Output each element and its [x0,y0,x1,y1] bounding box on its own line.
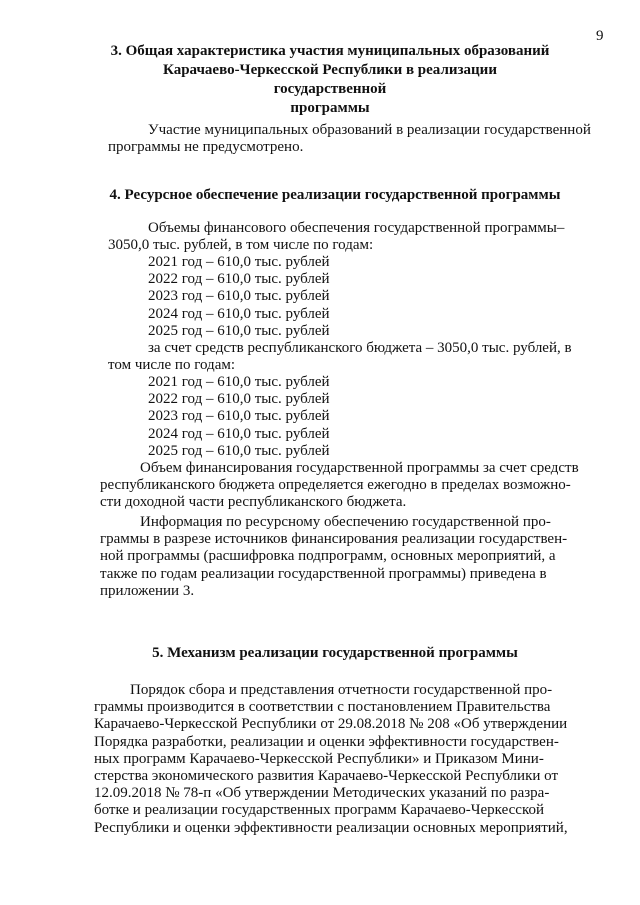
section-3-title [110,42,550,118]
resource-info-paragraph [100,514,604,600]
section-4-title [100,186,570,205]
paragraph-line: 3050,0 тыс. рублей, в том числе по годам: [108,237,374,254]
year-line: 2022 год – 610,0 тыс. рублей [148,391,330,408]
section-3-title-line: 3. Общая характеристика участия муниципальных образований [110,43,550,59]
year-line: 2021 год – 610,0 тыс. рублей [148,254,330,270]
paragraph-line: республиканского бюджета определяется ежегодно в пределах возможно- [100,477,571,494]
section-5-title [120,644,550,663]
year-line: 2023 год – 610,0 тыс. рублей [148,408,330,425]
financing-volume-paragraph [100,460,604,512]
year-line: 2021 год – 610,0 тыс. рублей [148,374,330,390]
funding-intro [108,220,604,254]
year-line: 2025 год – 610,0 тыс. рублей [148,442,330,459]
paragraph-line: программы не предусмотрено. [108,139,304,156]
paragraph-line: приложении 3. [100,582,195,599]
paragraph-line: ной программы (расшифровка подпрограмм, основных мероприятий, а [100,548,556,565]
funding-years-republic [148,374,448,460]
paragraph-line: Участие муниципальных образований в реализации государственной [148,122,591,138]
paragraph-line: граммы в разрезе источников финансирования реализации государствен- [100,531,568,548]
paragraph-line: Порядка разработки, реализации и оценки эффективности государствен- [94,733,559,750]
section-5-title-line: 5. Механизм реализации государственной программы [152,645,518,661]
section-4-title-line: 4. Ресурсное обеспечение реализации государственной программы [109,187,561,203]
funding-years-total [148,254,448,340]
paragraph-line: ных программ Карачаево-Черкесской Республики» и Приказом Мини- [94,750,544,767]
paragraph-line: Объем финансирования государственной программы за счет средств [140,460,579,476]
page-number: 9 [596,28,604,44]
paragraph-line: ботке и реализации государственных программ Карачаево-Черкесской [94,802,544,819]
year-line: 2025 год – 610,0 тыс. рублей [148,322,330,339]
paragraph-line: граммы производится в соответствии с постановлением Правительства [94,699,551,716]
paragraph-line: Объемы финансового обеспечения государственной программы– [148,220,565,236]
republic-budget-paragraph [108,340,604,374]
paragraph-line: Информация по ресурсному обеспечению государственной про- [140,514,551,530]
paragraph-line: сти доходной части республиканского бюджета. [100,494,407,511]
paragraph-line: Порядок сбора и представления отчетности государственной про- [130,682,553,698]
paragraph-line: 12.09.2018 № 78-п «Об утверждении Методических указаний по разра- [94,785,550,802]
paragraph-line: Республики и оценки эффективности реализации основных мероприятий, [94,819,568,836]
year-line: 2022 год – 610,0 тыс. рублей [148,271,330,288]
section-3-title-line: программы [290,100,370,116]
paragraph-line: за счет средств республиканского бюджета – 3050,0 тыс. рублей, в [148,340,572,356]
section-3-title-line: Карачаево-Черкесской Республики в реализации государственной [163,62,497,97]
year-line: 2024 год – 610,0 тыс. рублей [148,305,330,322]
year-line: 2024 год – 610,0 тыс. рублей [148,425,330,442]
section-5-paragraph [94,682,604,837]
paragraph-line: Карачаево-Черкесской Республики от 29.08.2018 № 208 «Об утверждении [94,716,568,733]
paragraph-line: также по годам реализации государственной программы) приведена в [100,565,547,582]
year-line: 2023 год – 610,0 тыс. рублей [148,288,330,305]
paragraph-line: том числе по годам: [108,357,236,374]
paragraph-line: стерства экономического развития Карачаево-Черкесской Республики от [94,768,558,785]
section-3-paragraph [108,122,604,156]
